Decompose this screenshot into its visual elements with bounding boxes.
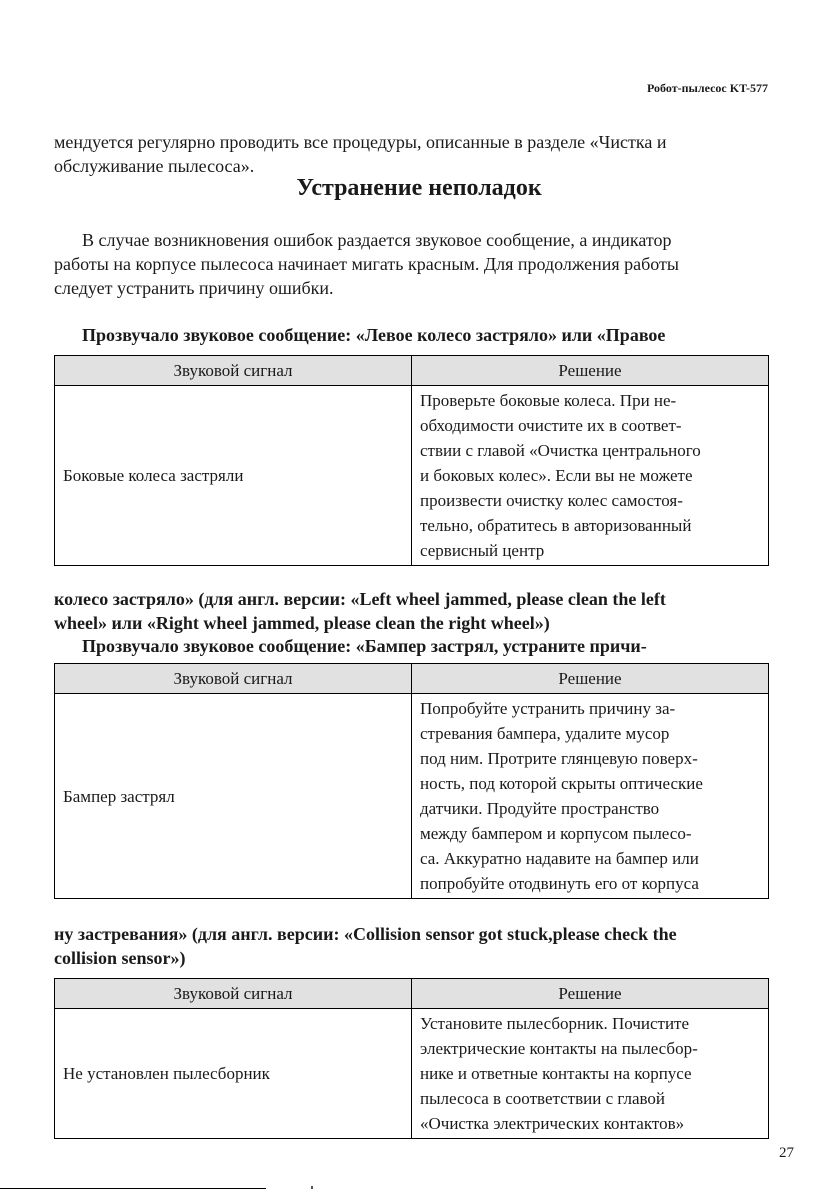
table-row — [55, 694, 769, 899]
table-header-row — [55, 664, 769, 694]
paragraph-line: работы на корпусе пылесоса начинает мигать красным. Для продолжения работы — [54, 254, 680, 274]
solution-line: «Очистка электрических контактов» — [420, 1114, 685, 1133]
solution-line: Установите пылесборник. Почистите — [420, 1014, 690, 1033]
solution-line: тельно, обратитесь в авторизованный — [420, 516, 692, 535]
solution-line: произвести очистку колес самостоя- — [420, 491, 683, 510]
voice-message-continued: wheel» или «Right wheel jammed, please clean the right wheel») — [54, 613, 550, 633]
page-number: 27 — [779, 1145, 794, 1161]
voice-message-continued: колесо застряло» (для англ. версии: «Left wheel jammed, please clean the left — [54, 589, 666, 609]
column-header-signal: Звуковой сигнал — [55, 664, 412, 694]
solution-line: ность, под которой скрыты оптические — [420, 774, 703, 793]
solution-line: электрические контакты на пылесбор- — [420, 1039, 698, 1058]
column-header-solution: Решение — [412, 356, 769, 386]
solution-cell — [412, 386, 769, 566]
solution-line: датчики. Продуйте пространство — [420, 799, 660, 818]
running-header: Робот-пылесос KT-577 — [647, 81, 768, 95]
solution-cell — [412, 694, 769, 899]
paragraph-line: В случае возникновения ошибок раздается звуковое сообщение, а индикатор — [82, 230, 672, 250]
column-header-solution: Решение — [412, 979, 769, 1009]
paragraph-line: следует устранить причину ошибки. — [54, 278, 334, 298]
troubleshooting-table-bumper — [54, 663, 769, 899]
solution-line: ствии с главой «Очистка центрального — [420, 441, 701, 460]
solution-line: попробуйте отодвинуть его от корпуса — [420, 874, 699, 893]
voice-message-continued: collision sensor») — [54, 948, 186, 968]
solution-line: и боковых колес». Если вы не можете — [420, 466, 693, 485]
solution-line: Попробуйте устранить причину за- — [420, 699, 676, 718]
signal-cell: Бампер застрял — [55, 694, 412, 899]
voice-message-heading: Прозвучало звуковое сообщение: «Бампер застрял, устраните причи- — [82, 636, 647, 656]
table-row — [55, 1009, 769, 1139]
solution-line: сервисный центр — [420, 541, 545, 560]
column-header-signal: Звуковой сигнал — [55, 356, 412, 386]
solution-line: обходимости очистите их в соответ- — [420, 416, 682, 435]
intro-line: обслуживание пылесоса». — [54, 156, 255, 176]
solution-line: пылесоса в соответствии с главой — [420, 1089, 666, 1108]
signal-cell: Не установлен пылесборник — [55, 1009, 412, 1139]
solution-line: под ним. Протрите глянцевую поверх- — [420, 749, 698, 768]
signal-cell: Боковые колеса застряли — [55, 386, 412, 566]
column-header-signal: Звуковой сигнал — [55, 979, 412, 1009]
scan-mark — [311, 1186, 313, 1189]
troubleshooting-table-wheels — [54, 355, 769, 566]
solution-line: между бампером и корпусом пылесо- — [420, 824, 692, 843]
solution-line: Проверьте боковые колеса. При не- — [420, 391, 677, 410]
solution-line: са. Аккуратно надавите на бампер или — [420, 849, 699, 868]
section-title: Устранение неполадок — [296, 175, 542, 201]
column-header-solution: Решение — [412, 664, 769, 694]
table-row — [55, 386, 769, 566]
table-header-row — [55, 979, 769, 1009]
bottom-rule — [0, 1188, 266, 1189]
troubleshooting-table-dustbin — [54, 978, 769, 1139]
solution-cell — [412, 1009, 769, 1139]
solution-line: стревания бампера, удалите мусор — [420, 724, 670, 743]
voice-message-continued: ну застревания» (для англ. версии: «Collision sensor got stuck,please check the — [54, 924, 677, 944]
voice-message-heading: Прозвучало звуковое сообщение: «Левое колесо застряло» или «Правое — [82, 325, 666, 345]
table-header-row — [55, 356, 769, 386]
solution-line: нике и ответные контакты на корпусе — [420, 1064, 692, 1083]
intro-line: мендуется регулярно проводить все процедуры, описанные в разделе «Чистка и — [54, 132, 667, 152]
